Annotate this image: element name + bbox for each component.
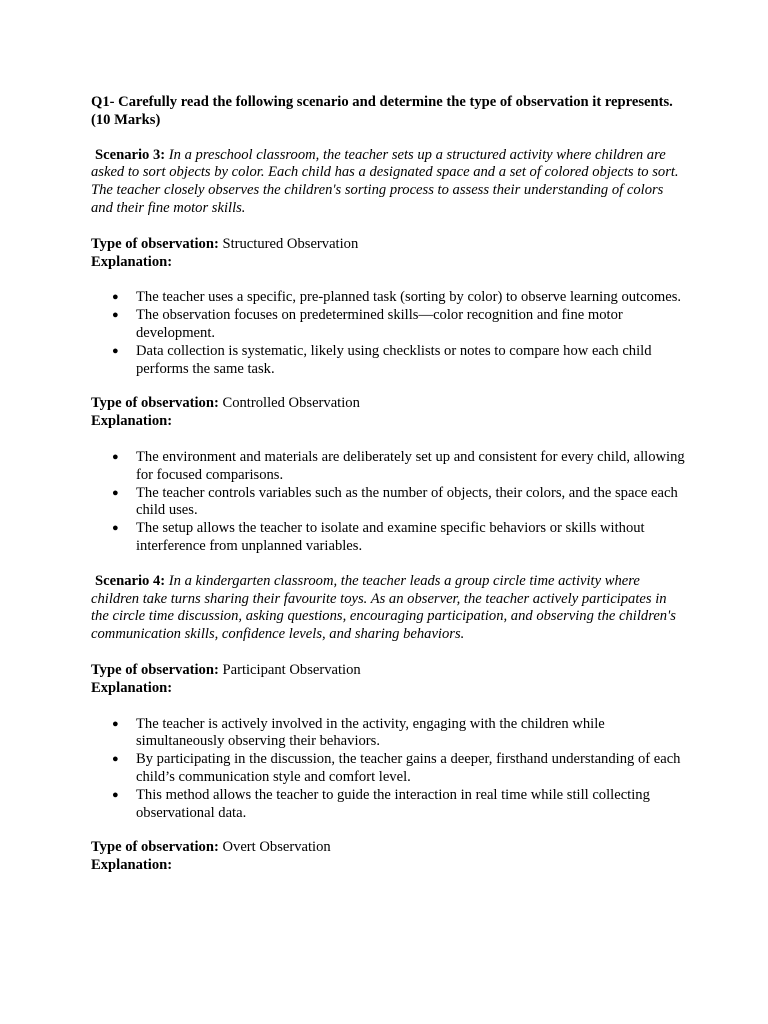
bullet-icon: ● [112, 486, 119, 499]
observation-type: Participant Observation [222, 661, 361, 678]
list-item: ● The teacher controls variables such as the number of objects, their colors, and the space each child uses. [112, 484, 678, 519]
explanation-label: Explanation: [91, 679, 173, 696]
explanation-label: Explanation: [91, 413, 173, 430]
list-item: ● The teacher is actively involved in the activity, engaging with the children while simultaneously observing their behaviors. [112, 715, 605, 750]
document-page [91, 94, 687, 875]
bullet-icon: ● [112, 344, 119, 357]
scenario-3 [91, 147, 687, 218]
bullet-icon: ● [112, 309, 119, 322]
type-label: Type of observation: [91, 235, 219, 252]
scenario-4 [91, 573, 687, 644]
list-item: ● The observation focuses on predetermined skills—color recognition and fine motor development. [112, 307, 623, 341]
explanation-label: Explanation: [91, 857, 173, 874]
observation-structured [91, 236, 687, 379]
list-item: ● This method allows the teacher to guide the interaction in real time while still collecting observational data. [112, 786, 650, 821]
list-item: ● The setup allows the teacher to isolate and examine specific behaviors or skills without interference from unplanned variables. [112, 520, 645, 554]
list-item: ● By participating in the discussion, the teacher gains a deeper, firsthand understanding of each child’s communication style and comfort level. [112, 751, 681, 785]
list-item: ● Data collection is systematic, likely using checklists or notes to compare how each child performs the same task. [112, 342, 652, 377]
explanation-list [91, 289, 687, 378]
explanation-label: Explanation: [91, 253, 173, 270]
list-item: ● The environment and materials are deliberately set up and consistent for every child, allowing for focused comparisons. [112, 448, 685, 483]
bullet-icon: ● [112, 788, 119, 801]
bullet-icon: ● [112, 522, 119, 535]
bullet-icon: ● [112, 291, 119, 304]
explanation-list [91, 449, 687, 556]
question-heading: Q1- Carefully read the following scenario and determine the type of observation it represents. (10 Marks) [91, 94, 673, 128]
type-label: Type of observation: [91, 839, 219, 856]
scenario-3-label: Scenario 3: [95, 146, 166, 163]
observation-controlled [91, 395, 687, 555]
bullet-icon: ● [112, 717, 119, 730]
scenario-4-label: Scenario 4: [95, 572, 166, 589]
observation-participant [91, 662, 687, 822]
observation-type: Structured Observation [222, 235, 359, 252]
scenario-4-text: In a kindergarten classroom, the teacher leads a group circle time activity where children take turns sharing their favourite toys. As an observer, the teacher actively participates in the circle time discussion, asking questions, encouraging participation, and observing the children's communication skills, confidence levels, and sharing behaviors. [91, 572, 676, 643]
scenario-3-text: In a preschool classroom, the teacher sets up a structured activity where children are asked to sort objects by color. Each child has a designated space and a set of colored objects to sort. The teacher closely observes the children's sorting process to assess their understanding of colors and their fine motor skills. [91, 146, 679, 216]
observation-type: Controlled Observation [222, 395, 360, 412]
bullet-icon: ● [112, 450, 119, 463]
bullet-icon: ● [112, 753, 119, 766]
type-label: Type of observation: [91, 661, 219, 678]
type-label: Type of observation: [91, 395, 219, 412]
list-item: ● The teacher uses a specific, pre-planned task (sorting by color) to observe learning outcomes. [112, 289, 682, 306]
observation-overt [91, 839, 687, 875]
explanation-list [91, 716, 687, 823]
observation-type: Overt Observation [222, 839, 331, 856]
